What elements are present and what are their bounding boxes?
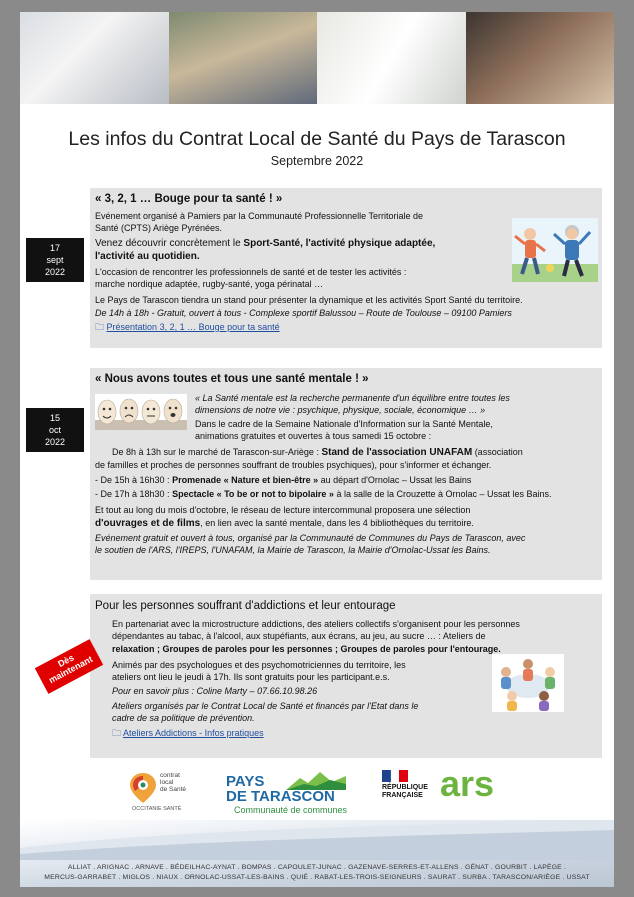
mountain-icon — [286, 770, 346, 790]
french-flag-icon — [382, 770, 408, 782]
event-text-part: - De 17h à 18h30 : — [95, 489, 173, 499]
event-text-bold: Spectacle « To be or not to bipolaire » — [172, 489, 334, 499]
logo-text: PAYS — [226, 773, 265, 790]
event-heading: « 3, 2, 1 … Bouge pour ta santé ! » — [95, 193, 283, 205]
event-text: Et tout au long du mois d'octobre, le réseau de lecture intercommunal proposera une sélection — [95, 505, 471, 515]
event-text-bold: Promenade « Nature et bien-être » — [172, 475, 319, 485]
event-text-part: (association — [472, 447, 523, 457]
logo-text: RÉPUBLIQUE — [382, 784, 428, 791]
event-text — [95, 238, 435, 250]
logo-contrat-local-sante — [128, 770, 200, 816]
footer-wave — [20, 820, 614, 860]
date-day: 17 — [49, 243, 60, 253]
date-badge-1 — [26, 238, 84, 282]
event-heading: « Nous avons toutes et tous une santé mentale ! » — [95, 373, 369, 385]
event-text-part: , en lien avec la santé mentale, dans les 4 bibliothèques du territoire. — [200, 518, 474, 528]
event-bullet — [112, 446, 523, 459]
event-text-part: au départ d'Ornolac – Ussat les Bains — [318, 475, 472, 485]
event-text: Santé (CPTS) Ariège Pyrénées. — [95, 223, 223, 233]
logo-text: DE TARASCON — [226, 788, 335, 805]
date-month: sept — [46, 255, 64, 265]
page-subtitle: Septembre 2022 — [270, 154, 364, 168]
event-text: de familles et proches de personnes souffrant de troubles psychiques), pour s'informer et échanger. — [95, 460, 492, 470]
logo-subtext: OCCITANIE SANTÉ — [132, 806, 182, 812]
footer-communes: ALLIAT . ARIGNAC . ARNAVE . BÉDEILHAC-AYNAT . BOMPAS . CAPOULET-JUNAC . GAZENAVE-SERRES-ET-ALLENS . GÉNAT . GOURBIT . LAPÈGE . — [67, 864, 567, 871]
event-bullet — [95, 488, 552, 500]
logo-text: de Santé — [160, 786, 187, 793]
date-day: 15 — [49, 413, 60, 423]
event-text-bold: Sport-Santé, l'activité physique adaptée, — [243, 238, 436, 249]
event-link[interactable] — [95, 321, 280, 333]
link-presentation-bouge[interactable]: Présentation 3, 2, 1 … Bouge pour ta santé — [106, 322, 280, 332]
photo-holding-hands — [466, 12, 615, 104]
newsletter-page — [20, 12, 614, 887]
logo-text: contrat — [160, 772, 180, 779]
event-link[interactable] — [112, 727, 264, 739]
event-text: relaxation ; Groupes de paroles pour les personnes ; Groupes de paroles pour l'entourage. — [112, 644, 501, 654]
event-text: Animés par des psychologues et des psychomotriciennes du territoire, les — [112, 660, 406, 670]
quote-text: dimensions de notre vie : psychique, physique, sociale, économique … » — [195, 405, 486, 415]
event-box-addictions — [90, 594, 602, 758]
event-text — [95, 517, 474, 530]
footer-band — [20, 820, 614, 887]
event-details: Evénement gratuit et ouvert à tous, organisé par la Communauté de Communes du Pays de Tarascon, avec — [95, 533, 526, 543]
illustration-exercise — [512, 218, 598, 282]
event-box-sante-mentale — [90, 368, 602, 580]
date-year: 2022 — [44, 267, 66, 277]
now-sticker: Dès maintenant — [35, 639, 103, 694]
quote-text: « La Santé mentale est la recherche permanente d'un équilibre entre toutes les — [195, 393, 510, 403]
event-box-bouge — [90, 188, 602, 348]
logo-pays-de-tarascon — [222, 770, 362, 816]
folder-icon: 🗀 — [95, 322, 105, 332]
illustration-egg-faces — [95, 394, 187, 430]
logo-text: local — [160, 779, 174, 786]
date-badge-2 — [26, 408, 84, 452]
photo-group-room — [169, 12, 318, 104]
event-text: Evénement organisé à Pamiers par la Communauté Professionnelle Territoriale de — [95, 211, 424, 221]
event-text-part: Venez découvrir concrètement le — [95, 238, 244, 249]
event-text: ateliers ont lieu le jeudi à 17h. Ils sont gratuits pour les participant.e.s. — [112, 672, 390, 682]
event-text: marche nordique adaptée, rugby-santé, yoga périnatal … — [95, 279, 324, 289]
map-pin-icon — [128, 772, 158, 804]
page-title: Les infos du Contrat Local de Santé du Pays de Tarascon — [68, 128, 566, 150]
header-photo-strip — [20, 12, 614, 104]
logo-subtext: Communauté de communes — [234, 805, 348, 815]
event-text-part: - De 15h à 16h30 : — [95, 475, 173, 485]
logo-republique-francaise — [382, 770, 442, 816]
event-text-part: à la salle de la Crouzette à Ornolac – Ussat les Bains. — [333, 489, 552, 499]
event-details: Ateliers organisés par le Contrat Local de Santé et financés par l'Etat dans le — [112, 701, 419, 711]
link-ateliers-addictions[interactable]: Ateliers Addictions - Infos pratiques — [123, 728, 264, 738]
event-text: Le Pays de Tarascon tiendra un stand pour présenter la dynamique et les activités Sport Santé du territoire. — [95, 295, 523, 305]
footer-communes: MERCUS-GARRABET . MIGLOS . NIAUX . ORNOLAC-USSAT-LES-BAINS . QUIÉ . RABAT-LES-TROIS-SEIGNEURS . SAURAT . SURBA . TARASCON/ARIÈGE . USSAT — [44, 874, 590, 881]
event-heading: Pour les personnes souffrant d'addictions et leur entourage — [95, 600, 396, 612]
event-text-part: De 8h à 13h sur le marché de Tarascon-sur-Ariège : — [112, 447, 322, 457]
event-text: Dans le cadre de la Semaine Nationale d'Information sur la Santé Mentale, — [195, 419, 493, 429]
event-details: cadre de sa politique de prévention. — [112, 713, 255, 723]
photo-keyboard-hands — [20, 12, 169, 104]
event-details: De 14h à 18h - Gratuit, ouvert à tous - Complexe sportif Balussou – Route de Toulouse – 09100 Pamiers — [95, 308, 512, 318]
logo-ars — [440, 763, 530, 814]
event-bullet — [95, 474, 471, 486]
event-contact: Pour en savoir plus : Coline Marty – 07.66.10.98.26 — [112, 686, 318, 696]
date-year: 2022 — [44, 437, 66, 447]
event-text: animations gratuites et ouvertes à tous samedi 15 octobre : — [195, 431, 432, 441]
illustration-group-circle — [492, 654, 564, 712]
event-text-bold: d'ouvrages et de films — [95, 518, 201, 529]
photo-window-person — [317, 12, 466, 104]
event-text: l'activité au quotidien. — [95, 251, 200, 262]
event-text: dépendantes au tabac, à l'alcool, aux stupéfiants, aux écrans, au jeu, au sucre … : Ateliers de — [112, 631, 486, 641]
event-text: L'occasion de rencontrer les professionnels de santé et de tester les activités : — [95, 267, 407, 277]
event-text: En partenariat avec la microstructure addictions, des ateliers collectifs s'organisent pour les personnes — [112, 619, 520, 629]
folder-icon: 🗀 — [112, 728, 122, 738]
event-details: le soutien de l'ARS, l'IREPS, l'UNAFAM, la Mairie de Tarascon, la Mairie d'Ornolac-Ussat les Bains. — [95, 545, 491, 555]
logo-text: FRANÇAISE — [382, 792, 423, 799]
logo-text: ars — [440, 763, 495, 804]
date-month: oct — [48, 425, 61, 435]
partner-logos — [20, 763, 614, 818]
event-text-bold: Stand de l'association UNAFAM — [321, 447, 473, 458]
